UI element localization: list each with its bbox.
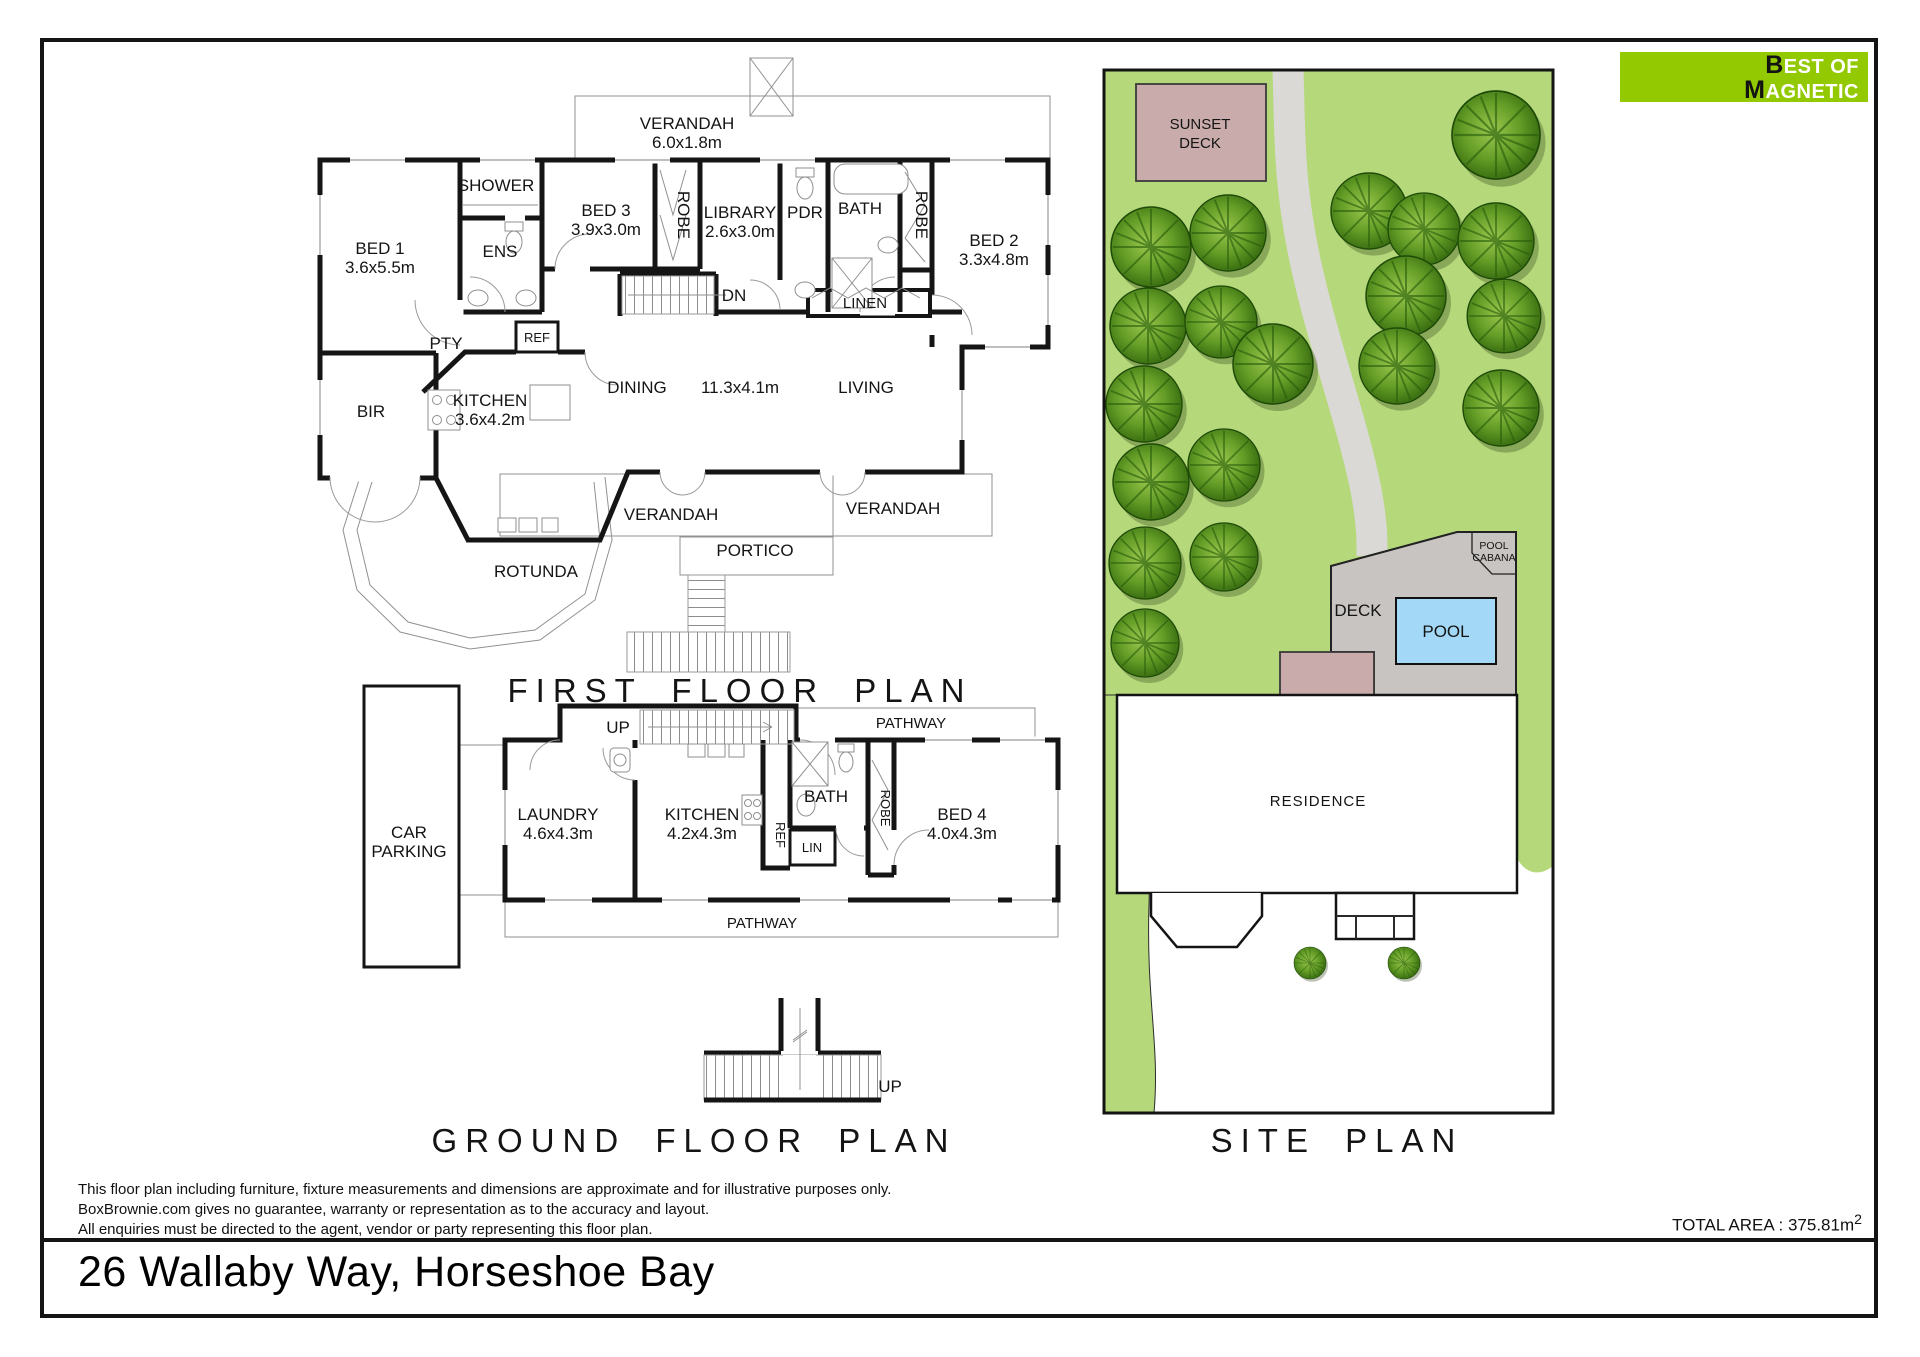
ff-bath-label: BATH: [837, 199, 883, 218]
gf-pathway-bottom-label: PATHWAY: [726, 915, 798, 932]
address-bar: [40, 1242, 1878, 1318]
ff-verandah-right-label: VERANDAH: [845, 499, 941, 518]
ff-bed3-label: BED 3: [581, 201, 631, 220]
ff-kitchen-label: KITCHEN: [452, 391, 528, 410]
lawn-strip-right: [1517, 695, 1553, 872]
ff-linen-label: LINEN: [842, 295, 888, 312]
pool-cabana-label-2: CABANA: [1472, 552, 1516, 564]
ff-verandah-top-label: VERANDAH: [639, 114, 735, 133]
sunset-deck-label-1: SUNSET: [1169, 116, 1231, 133]
gf-laundry-dims: 4.6x4.3m: [523, 824, 593, 843]
gf-parking-label: PARKING: [371, 842, 447, 861]
gf-pathway-top-label: PATHWAY: [875, 715, 947, 732]
ff-dining-label: DINING: [607, 378, 667, 397]
ff-living-label: LIVING: [838, 378, 894, 397]
residence-label: RESIDENCE: [1269, 793, 1367, 810]
gf-kitchen-dims: 4.2x4.3m: [667, 824, 737, 843]
site-plan: [1104, 70, 1553, 1159]
logo-letter-b: B: [1765, 51, 1784, 79]
ff-bed2-label: BED 2: [969, 231, 1019, 250]
first-floor-title: FIRST FLOOR PLAN: [507, 672, 973, 709]
first-floor-plan: [320, 58, 1050, 709]
ff-verandah-top-dims: 6.0x1.8m: [652, 133, 722, 152]
disclaimer-line-2: BoxBrownie.com gives no guarantee, warranty or representation as to the accuracy and layout.: [78, 1201, 710, 1218]
gf-laundry-label: LAUNDRY: [517, 805, 599, 824]
ff-pty-label: PTY: [429, 334, 463, 353]
ff-dining-living-dims: 11.3x4.1m: [700, 378, 780, 397]
disclaimer-line-3: All enquiries must be directed to the agent, vendor or party representing this floor plan.: [78, 1221, 653, 1238]
logo-letter-m: M: [1744, 76, 1766, 104]
gf-connector: [459, 745, 505, 895]
ff-kitchen-dims: 3.6x4.2m: [455, 410, 525, 429]
gf-ref-label: REF: [773, 822, 788, 848]
total-area: [1672, 1212, 1862, 1236]
gf-robe-label: ROBE: [878, 789, 893, 827]
ff-rotunda-label: ROTUNDA: [493, 562, 579, 581]
ff-portico-label: PORTICO: [716, 541, 794, 560]
total-area-sup: 2: [1854, 1212, 1862, 1228]
ff-library-label: LIBRARY: [703, 203, 777, 222]
ff-bed1-label: BED 1: [355, 239, 405, 258]
ground-floor-title: GROUND FLOOR PLAN: [431, 1122, 957, 1159]
total-area-label: TOTAL AREA : 375.81m: [1672, 1215, 1855, 1235]
gf-bed4-dims: 4.0x4.3m: [927, 824, 997, 843]
ff-library-dims: 2.6x3.0m: [705, 222, 775, 241]
ff-ens-label: ENS: [482, 242, 518, 261]
ff-shower-label: SHOWER: [457, 176, 535, 195]
gf-bottom-stairs: [704, 998, 881, 1100]
ff-bed2-dims: 3.3x4.8m: [959, 250, 1029, 269]
pool-label: POOL: [1422, 622, 1470, 641]
gf-kitchen-label: KITCHEN: [664, 805, 740, 824]
logo-text-est-of: EST OF: [1783, 56, 1859, 78]
logo-text-agnetic: AGNETIC: [1765, 81, 1859, 103]
gf-car-label: CAR: [391, 823, 427, 842]
ff-bed1-dims: 3.6x5.5m: [345, 258, 415, 277]
ff-dn-label: DN: [721, 286, 747, 305]
ground-floor-plan: [364, 686, 1058, 1159]
deck-label: DECK: [1334, 601, 1382, 620]
residence-bay: [1151, 893, 1262, 947]
gf-up-top-label: UP: [606, 718, 630, 737]
pool-cabana-label-1: POOL: [1479, 540, 1509, 552]
small-trees: [1294, 947, 1422, 982]
ff-ref-label: REF: [524, 330, 550, 345]
portico-steps-lower: [627, 632, 790, 672]
ff-bir-label: BIR: [356, 402, 386, 421]
ff-robe-left-label: ROBE: [674, 190, 693, 240]
ff-robe-right-label: ROBE: [912, 190, 931, 240]
ff-pdr-label: PDR: [787, 203, 823, 222]
site-plan-title: SITE PLAN: [1210, 1122, 1464, 1159]
ff-bed3-dims: 3.9x3.0m: [571, 220, 641, 239]
disclaimer-line-1: This floor plan including furniture, fixture measurements and dimensions are approximate and for illustrative purposes only.: [78, 1181, 892, 1198]
gf-up-bottom-label: UP: [878, 1077, 902, 1096]
ff-verandah-bottom-label: VERANDAH: [623, 505, 719, 524]
gf-bath-label: BATH: [803, 787, 849, 806]
deck-landing: [1280, 652, 1374, 695]
gf-lin-label: LIN: [801, 840, 823, 855]
portico-steps-upper: [688, 575, 725, 632]
gf-bed4-label: BED 4: [937, 805, 987, 824]
property-address: 26 Wallaby Way, Horseshoe Bay: [78, 1248, 715, 1296]
sunset-deck-label-2: DECK: [1179, 135, 1221, 152]
disclaimer: [78, 1180, 891, 1240]
